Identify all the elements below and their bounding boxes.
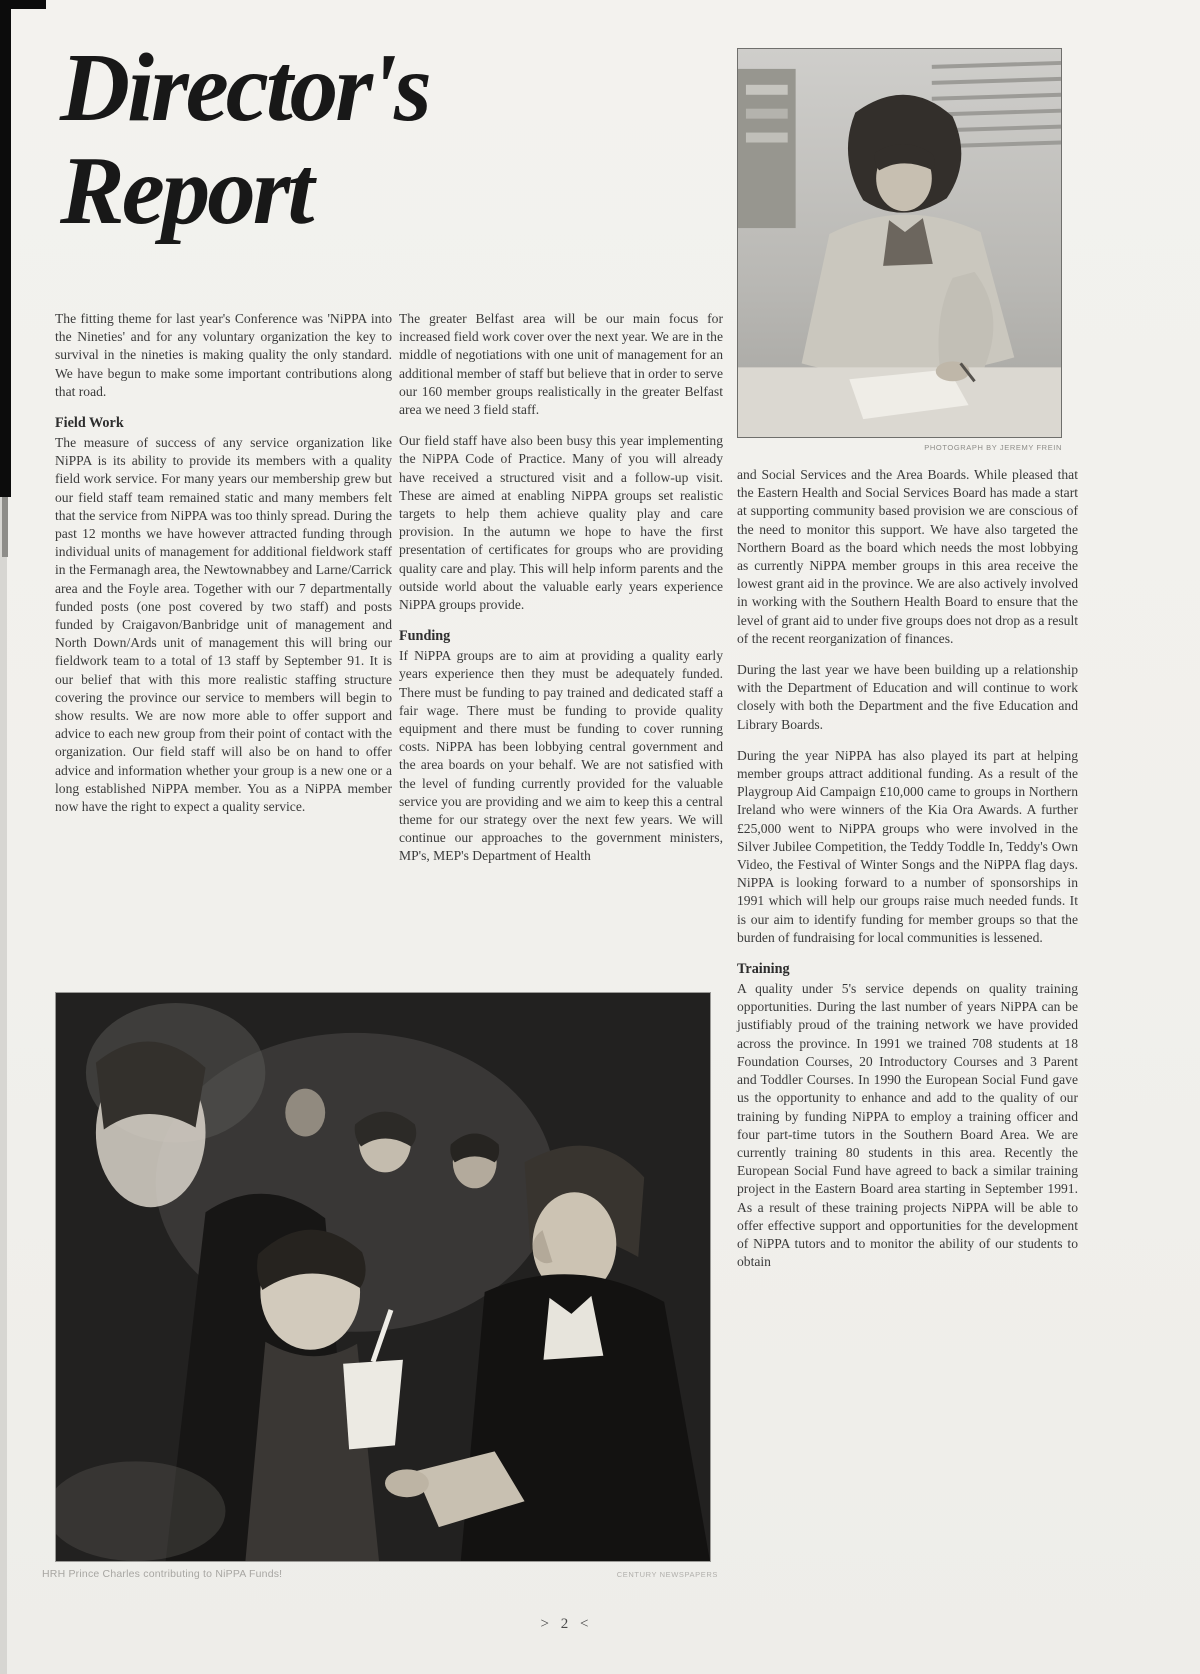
intro-paragraph: The fitting theme for last year's Conference was 'NiPPA into the Nineties' and for any voluntary organization the key to survival in the nineties is making quality the only standard. We have begun to make some important contributions along that road. <box>55 311 392 399</box>
sponsorship-paragraph: During the year NiPPA has also played its part at helping member groups attract additional funding. As a result of the Playgroup Aid Campaign £10,000 came to groups in Northern Ireland who were winners of the Kia Ora Awards. A further £25,000 went to NiPPA groups who were involved in the Silver Jubilee Competition, the Teddy Toddle In, Teddy's Own Video, the Festival of Winter Songs and the NiPPA flag days. NiPPA is looking forward to a number of sponsorships in 1991 which will help our groups raise much needed funds. It is our aim to identify funding for member groups so that the burden of fundraising for local communities is lessened. <box>737 747 1078 945</box>
page-number: > 2 < <box>540 1616 593 1632</box>
photo-credit-bottom: CENTURY NEWSPAPERS <box>616 1570 718 1579</box>
scan-artifact-top <box>0 0 46 9</box>
text-column-1 <box>55 310 392 829</box>
crowd-scene-illustration <box>56 993 710 1561</box>
page-title <box>60 36 680 242</box>
heading-field-work: Field Work <box>55 415 124 432</box>
page-title-line2: Report <box>60 137 312 244</box>
heading-funding: Funding <box>399 628 451 645</box>
scan-artifact-smudge <box>2 497 8 557</box>
bottom-photo-captions <box>42 1568 718 1580</box>
photo-caption: HRH Prince Charles contributing to NiPPA Funds! <box>42 1568 283 1580</box>
prince-charles-event-photo <box>55 992 711 1562</box>
field-work-paragraph: The measure of success of any service organization like NiPPA is its ability to provide its members with a quality field work service. For many years our membership grew but our field staff team remained static and many members felt that the service from NiPPA was too thinly spread. During the past 12 months we have however attracted funding through individual units of management for additional fieldwork staff in the Fermanagh area, the Newtownabbey and Larne/Carrick area and the Foyle area. Together with our 7 departmentally funded posts (one post covered by two staff) and posts funded by Craigavon/Banbridge unit of management and North Down/Ards unit of management this will bring our fieldwork team to a total of 13 staff by September 91. It is our belief that with this more realistic staffing structure covering the province our service to members will begin to show results. We are now more able to offer support and advice to each new group from their point of contact with the organization. Our field staff will also be on hand to offer advice and information whether your group is a new one or a long established NiPPA member. You as a NiPPA member now have the right to expect a quality service. <box>55 435 392 815</box>
code-of-practice-paragraph: Our field staff have also been busy this year implementing the NiPPA Code of Practice. Many of you will already have received a structured visit and a follow-up visit. These are aimed at enabling NiPPA groups set realistic targets to help them achieve quality play and care provision. In the autumn we hope to have the first presentation of certificates for groups who are providing quality care and play. This will help inform parents and the outside world about the valuable early years experience NiPPA groups provide. <box>399 433 723 613</box>
belfast-paragraph: The greater Belfast area will be our main focus for increased field work cover over the next year. We are in the middle of negotiations with one unit of management for an additional member of staff but believe that in order to serve our 160 member groups realistically in the greater Belfast area we need 3 field staff. <box>399 311 723 418</box>
photo-credit-top: PHOTOGRAPH BY JEREMY FREIN <box>924 443 1062 452</box>
funding-paragraph: If NiPPA groups are to aim at providing a quality early years experience then they must be adequately funded. There must be funding to pay trained and dedicated staff a fair wage. There must be funding to provide quality equipment and there must be funding to cover running costs. NiPPA has been lobbying central government and the area boards on your behalf. We are not satisfied with the level of funding currently provided for the valuable service you are providing and we aim to keep this a central theme for our strategy over the next few years. We will continue our approaches to the government ministers, MP's, MEP's Department of Health <box>399 648 723 864</box>
education-paragraph: During the last year we have been building up a relationship with the Department of Education and will continue to work closely with both the Department and the five Education and Library Boards. <box>737 662 1078 732</box>
director-portrait-illustration <box>738 49 1061 437</box>
director-portrait-photo <box>737 48 1062 438</box>
text-column-3 <box>737 466 1078 1284</box>
heading-training: Training <box>737 961 790 978</box>
text-column-2 <box>399 310 723 879</box>
scan-artifact-left <box>0 0 11 497</box>
page-title-line1: Director's <box>60 34 429 141</box>
training-paragraph: A quality under 5's service depends on quality training opportunities. During the last number of years NiPPA can be justifiably proud of the training network we have provided across the province. In 1991 we trained 708 students at 18 Foundation Courses, 20 Introductory Courses and 3 Parent and Toddler Courses. In 1990 the European Social Fund gave us the opportunity to enhance and add to the quality of our training by funding NiPPA to employ a training officer and four part-time tutors in the Southern Board Area. We are currently training 80 students in this area. Recently the European Social Fund have agreed to back a similar training project in the Eastern Board area starting in September 1991. As a result of these training projects NiPPA will be able to offer effective support and opportunities for the development of NiPPA tutors and to monitor the ability of our students to obtain <box>737 981 1078 1270</box>
boards-paragraph: and Social Services and the Area Boards. While pleased that the Eastern Health and Social Services Board has made a start at supporting community based provision we are conscious of the need to monitor this support. We have also targeted the Northern Board as the board which needs the most lobbying as currently NiPPA member groups in this area receive the lowest grant aid in the province. We are also actively involved in working with the Southern Health Board to ensure that the level of grant aid to under five groups does not drop as a result of the recent reorganization of finances. <box>737 467 1078 646</box>
